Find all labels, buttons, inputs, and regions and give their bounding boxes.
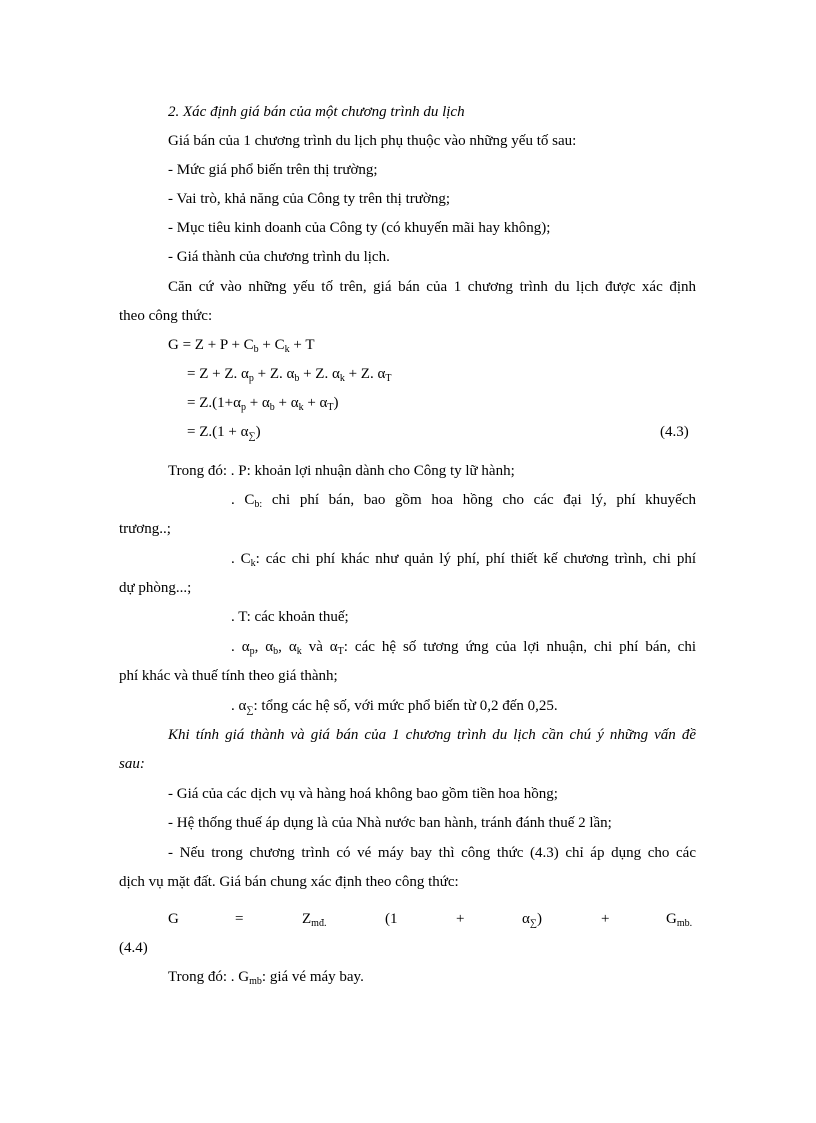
basis-line: Căn cứ vào những yếu tố trên, giá bán của 1 chương trình du lịch được xác định <box>168 279 696 295</box>
definition-line: . $\alpha_p$, $\alpha_b$, $\alpha_k$ và $\alpha_T$: các hệ số tương ứng của lợi nhuận, chi phí bán, chi <box>231 639 697 657</box>
definition-line: phí khác và thuế tính theo giá thành; <box>119 668 338 684</box>
definition-line: . $C_{b:}$ chi phí bán, bao gồm hoa hồng cho các đại lý, phí khuyếch <box>231 492 696 510</box>
note-item: - Nếu trong chương trình có vé máy bay thì công thức (4.3) chỉ áp dụng cho các <box>168 845 696 861</box>
definition-line: . T: các khoản thuế; <box>231 609 349 625</box>
formula2-z: $Z_{mđ.}$ <box>302 911 327 929</box>
formula2-plus: + <box>456 911 465 927</box>
formula2-equals: = <box>235 911 244 927</box>
basis-line: theo công thức: <box>119 308 213 324</box>
factor-item: - Mục tiêu kinh doanh của Công ty (có khuyến mãi hay không); <box>168 220 551 236</box>
formula-line: = $Z.(1+\alpha_p + \alpha_b + \alpha_k + \alpha_T)$ <box>187 395 339 413</box>
definition-line: . $C_k$: các chi phí khác như quản lý phí, phí thiết kế chương trình, chi phí <box>231 551 696 569</box>
equation-number: (4.4) <box>119 940 148 956</box>
factor-item: - Vai trò, khả năng của Công ty trên thị trường; <box>168 191 450 207</box>
section-title: 2. Xác định giá bán của một chương trình du lịch <box>168 104 465 120</box>
definition-line: . $\alpha_\sum$: tổng các hệ số, với mức phổ biến từ 0,2 đến 0,25. <box>231 698 558 716</box>
formula2-alpha: $\alpha_\sum$) <box>522 911 542 929</box>
formula-line: $G = Z + P + C_b + C_k + T$ <box>168 337 315 355</box>
note-item: - Giá của các dịch vụ và hàng hoá không bao gồm tiền hoa hồng; <box>168 786 558 802</box>
definition-line: Trong đó: . P: khoản lợi nhuận dành cho Công ty lữ hành; <box>168 463 515 479</box>
formula2-gmb: $G_{mb.}$ <box>666 911 693 929</box>
formula2-open: (1 <box>385 911 398 927</box>
note-heading: Khi tính giá thành và giá bán của 1 chương trình du lịch cần chú ý những vấn đề <box>168 727 696 743</box>
formula2-plus: + <box>601 911 610 927</box>
definition-line: trương..; <box>119 521 171 537</box>
intro-paragraph: Giá bán của 1 chương trình du lịch phụ thuộc vào những yếu tố sau: <box>168 133 577 149</box>
factor-item: - Mức giá phổ biến trên thị trường; <box>168 162 378 178</box>
formula-line: = $Z.(1 + \alpha_\sum)$ <box>187 424 261 442</box>
factor-item: - Giá thành của chương trình du lịch. <box>168 249 390 265</box>
final-definition: Trong đó: . $G_{mb}$: giá vé máy bay. <box>168 969 364 987</box>
definition-line: dự phòng...; <box>119 580 192 596</box>
note-item: dịch vụ mặt đất. Giá bán chung xác định theo công thức: <box>119 874 459 890</box>
note-item: - Hệ thống thuế áp dụng là của Nhà nước ban hành, tránh đánh thuế 2 lần; <box>168 815 612 831</box>
formula2-g: G <box>168 911 179 927</box>
formula-line: = Z + Z. $\alpha_p + Z$. $\alpha_b + Z$. $\alpha_k + Z$. $\alpha_T$ <box>187 366 392 384</box>
equation-number: (4.3) <box>660 424 689 440</box>
note-heading: sau: <box>119 756 145 772</box>
